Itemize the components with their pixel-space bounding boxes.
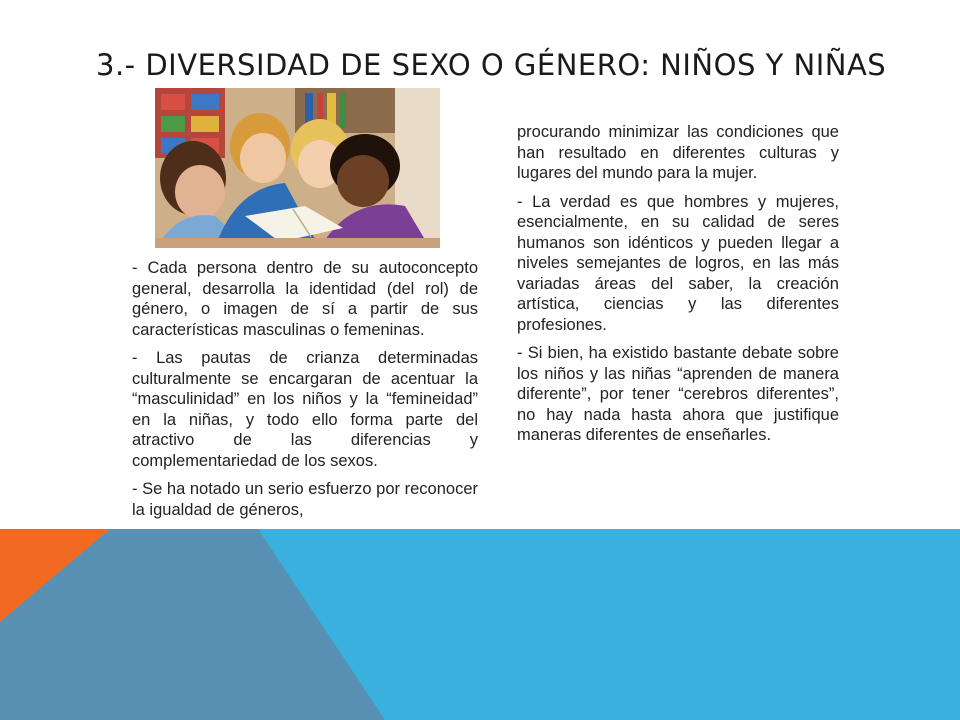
left-text-column — [132, 258, 478, 528]
paragraph: - La verdad es que hombres y mujeres, esencialmente, en su calidad de seres humanos son idénticos y pueden llegar a niveles semejantes de logros, en las más variadas áreas del saber, la creación artística, ciencias y las diferentes profesiones. — [517, 192, 839, 334]
paragraph: - Cada persona dentro de su autoconcepto general, desarrolla la identidad (del rol) de género, o imagen de sí a partir de sus características masculinas o femeninas. — [132, 259, 478, 339]
slide-title: 3.- DIVERSIDAD DE SEXO O GÉNERO: NIÑOS Y NIÑAS — [96, 48, 887, 82]
paragraph: - Si bien, ha existido bastante debate sobre los niños y las niñas “aprenden de manera diferente”, por tener “cerebros diferentes”, no hay nada hasta ahora que justifique maneras diferentes de enseñarles. — [517, 344, 839, 444]
children-reading-photo — [155, 88, 440, 248]
paragraph: - Las pautas de crianza determinadas culturalmente se encargaran de acentuar la “masculinidad” en los niños y la “femineidad” en la niñas, y todo ello forma parte del atractivo de las diferencias y complementariedad de los sexos. — [132, 349, 478, 470]
paragraph: procurando minimizar las condiciones que han resultado en diferentes culturas y lugares del mundo para la mujer. — [517, 123, 839, 182]
right-text-column — [517, 122, 839, 454]
paragraph: - Se ha notado un serio esfuerzo por reconocer la igualdad de géneros, — [132, 480, 478, 519]
